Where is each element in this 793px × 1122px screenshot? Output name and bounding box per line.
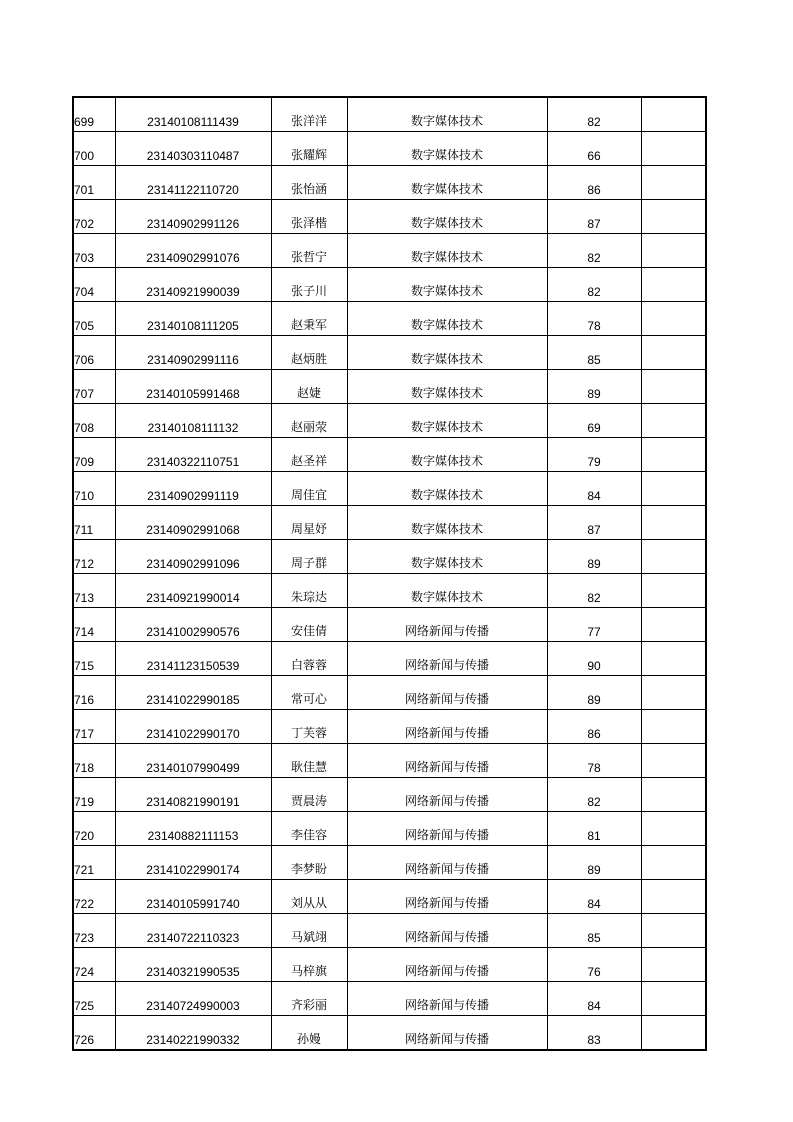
table-row xyxy=(73,370,706,404)
cell-exam-id: 23140221990332 xyxy=(115,1016,271,1051)
cell-seq: 714 xyxy=(73,608,115,642)
cell-exam-id: 23140921990014 xyxy=(115,574,271,608)
cell-exam-id: 23140902991119 xyxy=(115,472,271,506)
table-row xyxy=(73,132,706,166)
cell-score: 87 xyxy=(547,200,641,234)
cell-exam-id: 23140902991116 xyxy=(115,336,271,370)
cell-score: 86 xyxy=(547,166,641,200)
cell-seq: 703 xyxy=(73,234,115,268)
cell-major: 网络新闻与传播 xyxy=(347,948,547,982)
cell-note xyxy=(641,676,706,710)
cell-student-name: 刘从从 xyxy=(271,880,347,914)
cell-score: 78 xyxy=(547,744,641,778)
cell-student-name: 周星妤 xyxy=(271,506,347,540)
cell-exam-id: 23140724990003 xyxy=(115,982,271,1016)
cell-student-name: 张耀辉 xyxy=(271,132,347,166)
score-table xyxy=(72,96,707,1051)
cell-exam-id: 23140108111439 xyxy=(115,97,271,132)
cell-student-name: 赵婕 xyxy=(271,370,347,404)
cell-seq: 702 xyxy=(73,200,115,234)
cell-student-name: 耿佳慧 xyxy=(271,744,347,778)
cell-student-name: 朱琮达 xyxy=(271,574,347,608)
cell-major: 数字媒体技术 xyxy=(347,540,547,574)
cell-seq: 722 xyxy=(73,880,115,914)
cell-major: 网络新闻与传播 xyxy=(347,982,547,1016)
table-row xyxy=(73,778,706,812)
cell-student-name: 张子川 xyxy=(271,268,347,302)
table-row xyxy=(73,268,706,302)
cell-note xyxy=(641,200,706,234)
cell-seq: 715 xyxy=(73,642,115,676)
table-row xyxy=(73,234,706,268)
cell-score: 82 xyxy=(547,574,641,608)
cell-student-name: 安佳倩 xyxy=(271,608,347,642)
cell-major: 网络新闻与传播 xyxy=(347,1016,547,1051)
cell-student-name: 赵秉军 xyxy=(271,302,347,336)
cell-exam-id: 23140321990535 xyxy=(115,948,271,982)
cell-exam-id: 23140108111205 xyxy=(115,302,271,336)
cell-exam-id: 23141002990576 xyxy=(115,608,271,642)
cell-note xyxy=(641,642,706,676)
cell-score: 87 xyxy=(547,506,641,540)
cell-major: 数字媒体技术 xyxy=(347,302,547,336)
cell-score: 82 xyxy=(547,778,641,812)
table-row xyxy=(73,404,706,438)
cell-exam-id: 23140108111132 xyxy=(115,404,271,438)
cell-note xyxy=(641,268,706,302)
cell-note xyxy=(641,608,706,642)
cell-exam-id: 23140921990039 xyxy=(115,268,271,302)
cell-score: 76 xyxy=(547,948,641,982)
cell-seq: 708 xyxy=(73,404,115,438)
cell-exam-id: 23141022990185 xyxy=(115,676,271,710)
cell-seq: 706 xyxy=(73,336,115,370)
cell-note xyxy=(641,336,706,370)
cell-note xyxy=(641,472,706,506)
cell-seq: 723 xyxy=(73,914,115,948)
cell-note xyxy=(641,948,706,982)
cell-major: 数字媒体技术 xyxy=(347,336,547,370)
cell-exam-id: 23140303110487 xyxy=(115,132,271,166)
cell-major: 网络新闻与传播 xyxy=(347,710,547,744)
cell-note xyxy=(641,1016,706,1051)
cell-note xyxy=(641,880,706,914)
table-row xyxy=(73,710,706,744)
cell-note xyxy=(641,574,706,608)
table-row xyxy=(73,846,706,880)
cell-exam-id: 23140821990191 xyxy=(115,778,271,812)
score-table-body xyxy=(73,97,706,1050)
cell-major: 数字媒体技术 xyxy=(347,268,547,302)
cell-note xyxy=(641,438,706,472)
table-row xyxy=(73,608,706,642)
cell-student-name: 李梦盼 xyxy=(271,846,347,880)
cell-score: 82 xyxy=(547,234,641,268)
cell-student-name: 周子群 xyxy=(271,540,347,574)
cell-student-name: 张哲宁 xyxy=(271,234,347,268)
cell-major: 数字媒体技术 xyxy=(347,234,547,268)
table-row xyxy=(73,540,706,574)
cell-note xyxy=(641,132,706,166)
cell-major: 数字媒体技术 xyxy=(347,200,547,234)
cell-note xyxy=(641,710,706,744)
cell-note xyxy=(641,846,706,880)
table-row xyxy=(73,948,706,982)
cell-student-name: 张泽楷 xyxy=(271,200,347,234)
cell-exam-id: 23140882111153 xyxy=(115,812,271,846)
cell-student-name: 孙嫚 xyxy=(271,1016,347,1051)
cell-score: 79 xyxy=(547,438,641,472)
cell-major: 网络新闻与传播 xyxy=(347,744,547,778)
cell-exam-id: 23140105991740 xyxy=(115,880,271,914)
cell-student-name: 张洋洋 xyxy=(271,97,347,132)
table-row xyxy=(73,506,706,540)
cell-major: 数字媒体技术 xyxy=(347,132,547,166)
cell-score: 82 xyxy=(547,268,641,302)
cell-seq: 704 xyxy=(73,268,115,302)
cell-seq: 726 xyxy=(73,1016,115,1051)
table-row xyxy=(73,200,706,234)
cell-score: 83 xyxy=(547,1016,641,1051)
cell-exam-id: 23141022990174 xyxy=(115,846,271,880)
cell-student-name: 赵丽荥 xyxy=(271,404,347,438)
cell-major: 网络新闻与传播 xyxy=(347,914,547,948)
cell-exam-id: 23141123150539 xyxy=(115,642,271,676)
cell-major: 网络新闻与传播 xyxy=(347,608,547,642)
cell-score: 69 xyxy=(547,404,641,438)
cell-score: 78 xyxy=(547,302,641,336)
cell-exam-id: 23140722110323 xyxy=(115,914,271,948)
table-row xyxy=(73,744,706,778)
table-row xyxy=(73,642,706,676)
table-row xyxy=(73,166,706,200)
table-row xyxy=(73,676,706,710)
cell-note xyxy=(641,302,706,336)
cell-note xyxy=(641,982,706,1016)
cell-seq: 716 xyxy=(73,676,115,710)
cell-seq: 700 xyxy=(73,132,115,166)
cell-seq: 712 xyxy=(73,540,115,574)
cell-exam-id: 23141022990170 xyxy=(115,710,271,744)
table-row xyxy=(73,1016,706,1051)
cell-note xyxy=(641,370,706,404)
table-row xyxy=(73,880,706,914)
cell-score: 82 xyxy=(547,97,641,132)
cell-note xyxy=(641,778,706,812)
cell-major: 数字媒体技术 xyxy=(347,574,547,608)
cell-note xyxy=(641,234,706,268)
cell-score: 84 xyxy=(547,982,641,1016)
cell-major: 网络新闻与传播 xyxy=(347,778,547,812)
table-row xyxy=(73,914,706,948)
cell-seq: 707 xyxy=(73,370,115,404)
cell-seq: 710 xyxy=(73,472,115,506)
cell-exam-id: 23140902991126 xyxy=(115,200,271,234)
cell-score: 89 xyxy=(547,846,641,880)
cell-note xyxy=(641,812,706,846)
cell-major: 数字媒体技术 xyxy=(347,97,547,132)
cell-exam-id: 23140107990499 xyxy=(115,744,271,778)
cell-seq: 718 xyxy=(73,744,115,778)
cell-seq: 711 xyxy=(73,506,115,540)
cell-seq: 724 xyxy=(73,948,115,982)
cell-exam-id: 23140902991068 xyxy=(115,506,271,540)
cell-seq: 720 xyxy=(73,812,115,846)
cell-major: 数字媒体技术 xyxy=(347,370,547,404)
cell-student-name: 赵炳胜 xyxy=(271,336,347,370)
cell-seq: 713 xyxy=(73,574,115,608)
cell-student-name: 马斌翊 xyxy=(271,914,347,948)
cell-seq: 719 xyxy=(73,778,115,812)
cell-seq: 699 xyxy=(73,97,115,132)
cell-seq: 721 xyxy=(73,846,115,880)
cell-note xyxy=(641,540,706,574)
cell-exam-id: 23140902991076 xyxy=(115,234,271,268)
cell-student-name: 齐彩丽 xyxy=(271,982,347,1016)
table-row xyxy=(73,97,706,132)
cell-seq: 725 xyxy=(73,982,115,1016)
cell-major: 网络新闻与传播 xyxy=(347,846,547,880)
cell-score: 84 xyxy=(547,880,641,914)
cell-exam-id: 23141122110720 xyxy=(115,166,271,200)
cell-score: 84 xyxy=(547,472,641,506)
cell-score: 81 xyxy=(547,812,641,846)
cell-score: 90 xyxy=(547,642,641,676)
cell-student-name: 周佳宜 xyxy=(271,472,347,506)
table-row xyxy=(73,574,706,608)
cell-score: 77 xyxy=(547,608,641,642)
cell-major: 数字媒体技术 xyxy=(347,506,547,540)
cell-note xyxy=(641,404,706,438)
cell-major: 网络新闻与传播 xyxy=(347,880,547,914)
cell-score: 89 xyxy=(547,676,641,710)
cell-exam-id: 23140902991096 xyxy=(115,540,271,574)
cell-student-name: 张怡涵 xyxy=(271,166,347,200)
cell-student-name: 赵圣祥 xyxy=(271,438,347,472)
cell-student-name: 白蓉蓉 xyxy=(271,642,347,676)
cell-seq: 709 xyxy=(73,438,115,472)
cell-major: 数字媒体技术 xyxy=(347,438,547,472)
cell-score: 89 xyxy=(547,540,641,574)
cell-exam-id: 23140322110751 xyxy=(115,438,271,472)
table-row xyxy=(73,982,706,1016)
cell-student-name: 马梓旗 xyxy=(271,948,347,982)
cell-major: 网络新闻与传播 xyxy=(347,676,547,710)
table-row xyxy=(73,302,706,336)
cell-note xyxy=(641,914,706,948)
cell-score: 86 xyxy=(547,710,641,744)
cell-note xyxy=(641,744,706,778)
cell-major: 数字媒体技术 xyxy=(347,404,547,438)
cell-note xyxy=(641,506,706,540)
cell-score: 85 xyxy=(547,914,641,948)
cell-score: 89 xyxy=(547,370,641,404)
cell-student-name: 丁芙蓉 xyxy=(271,710,347,744)
cell-student-name: 贾晨涛 xyxy=(271,778,347,812)
cell-major: 网络新闻与传播 xyxy=(347,812,547,846)
cell-major: 数字媒体技术 xyxy=(347,472,547,506)
cell-exam-id: 23140105991468 xyxy=(115,370,271,404)
cell-major: 数字媒体技术 xyxy=(347,166,547,200)
table-row xyxy=(73,472,706,506)
cell-note xyxy=(641,166,706,200)
cell-seq: 701 xyxy=(73,166,115,200)
cell-student-name: 李佳容 xyxy=(271,812,347,846)
table-row xyxy=(73,438,706,472)
cell-major: 网络新闻与传播 xyxy=(347,642,547,676)
cell-note xyxy=(641,97,706,132)
cell-student-name: 常可心 xyxy=(271,676,347,710)
table-row xyxy=(73,336,706,370)
cell-seq: 705 xyxy=(73,302,115,336)
cell-seq: 717 xyxy=(73,710,115,744)
cell-score: 85 xyxy=(547,336,641,370)
cell-score: 66 xyxy=(547,132,641,166)
table-row xyxy=(73,812,706,846)
